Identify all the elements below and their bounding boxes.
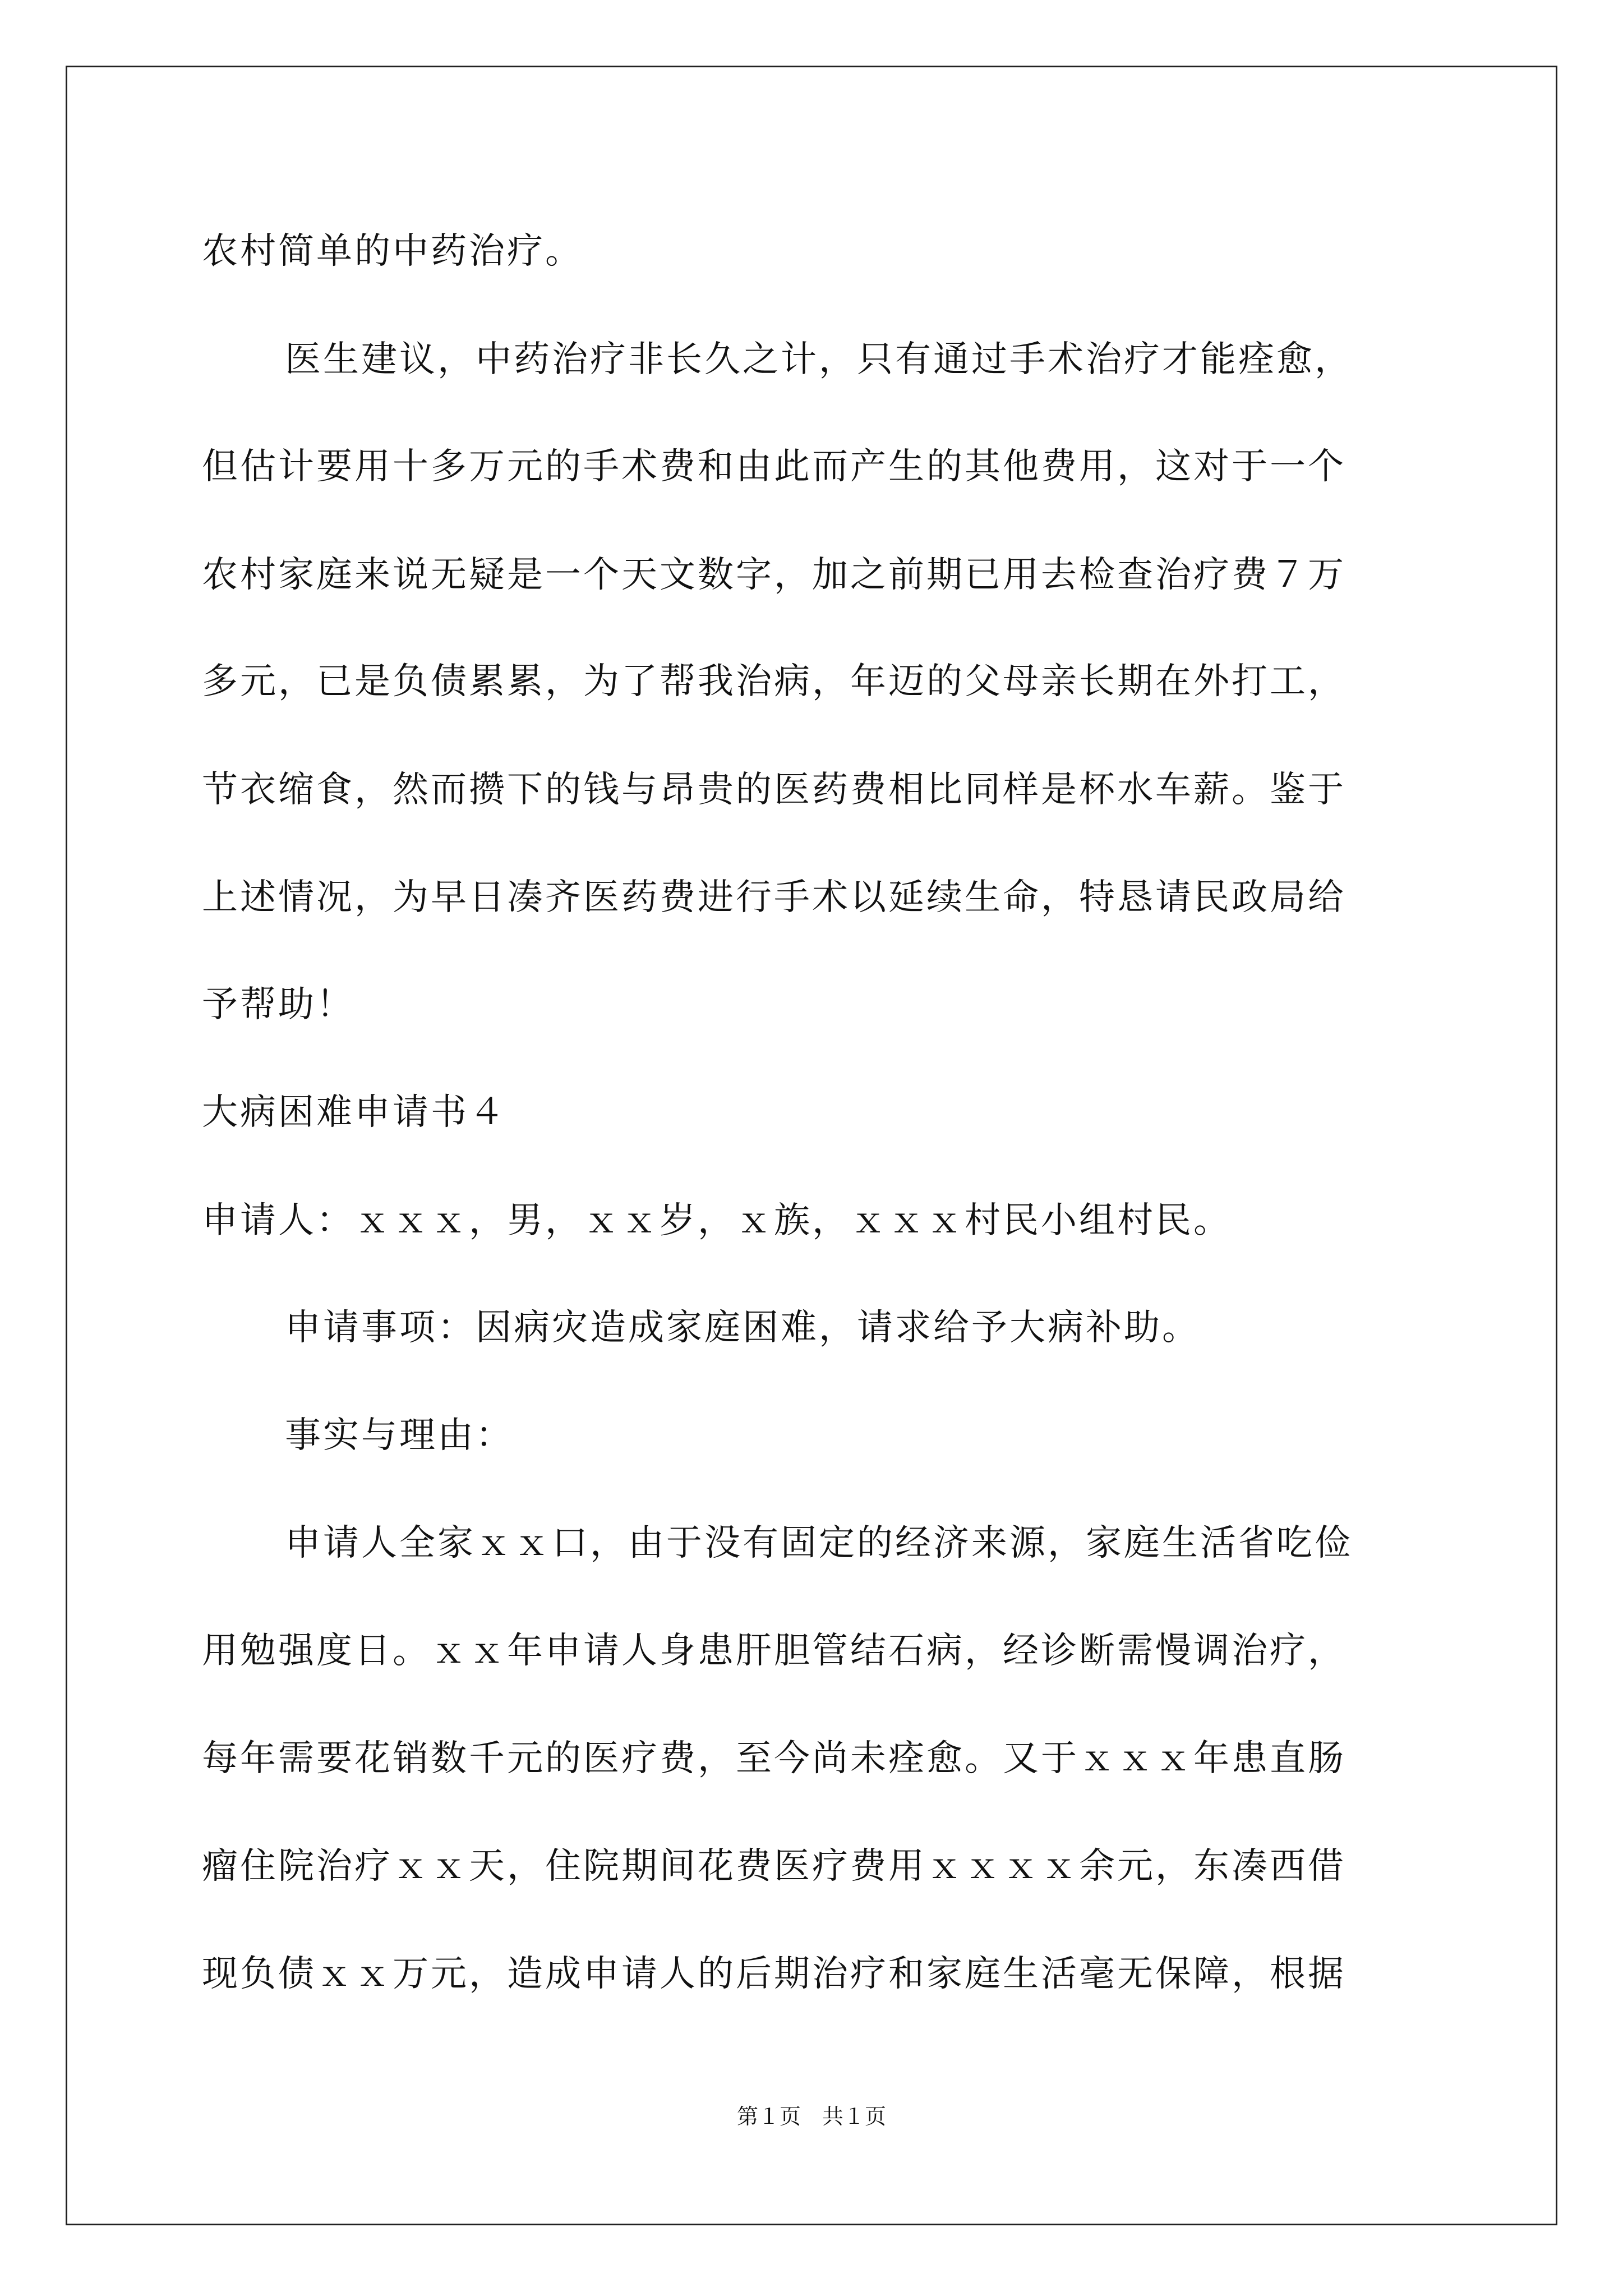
text-line: 予帮助！ xyxy=(202,984,354,1025)
text-line: 申请人全家ｘｘ口，由于没有固定的经济来源，家庭生活省吃俭 xyxy=(285,1522,1353,1564)
text-line: 瘤住院治疗ｘｘ天，住院期间花费医疗费用ｘｘｘｘ余元，东凑西借 xyxy=(202,1846,1346,1887)
page-border xyxy=(66,66,1557,2225)
text-line: 用勉强度日。ｘｘ年申请人身患肝胆管结石病，经诊断需慢调治疗， xyxy=(202,1630,1346,1672)
text-line: 申请人：ｘｘｘ，男，ｘｘ岁，ｘ族，ｘｘｘ村民小组村民。 xyxy=(202,1200,1232,1241)
text-line: 农村简单的中药治疗。 xyxy=(202,231,583,272)
text-line: 农村家庭来说无疑是一个天文数字，加之前期已用去检查治疗费７万 xyxy=(202,554,1346,596)
text-line: 每年需要花销数千元的医疗费，至今尚未痊愈。又于ｘｘｘ年患直肠 xyxy=(202,1738,1346,1779)
section-heading: 大病困难申请书４ xyxy=(202,1092,507,1133)
text-line: 医生建议，中药治疗非长久之计，只有通过手术治疗才能痊愈， xyxy=(285,339,1353,380)
text-line: 上述情况，为早日凑齐医药费进行手术以延续生命，特恳请民政局给 xyxy=(202,877,1346,918)
text-line: 节衣缩食，然而攒下的钱与昂贵的医药费相比同样是杯水车薪。鉴于 xyxy=(202,769,1346,811)
text-line: 申请事项：因病灾造成家庭困难，请求给予大病补助。 xyxy=(285,1307,1200,1349)
text-line: 现负债ｘｘ万元，造成申请人的后期治疗和家庭生活毫无保障，根据 xyxy=(202,1953,1346,1995)
text-line: 多元，已是负债累累，为了帮我治病，年迈的父母亲长期在外打工， xyxy=(202,661,1346,702)
text-line: 事实与理由： xyxy=(285,1415,514,1456)
text-line: 但估计要用十多万元的手术费和由此而产生的其他费用，这对于一个 xyxy=(202,446,1346,487)
page-footer: 第１页 共１页 xyxy=(736,2104,886,2129)
